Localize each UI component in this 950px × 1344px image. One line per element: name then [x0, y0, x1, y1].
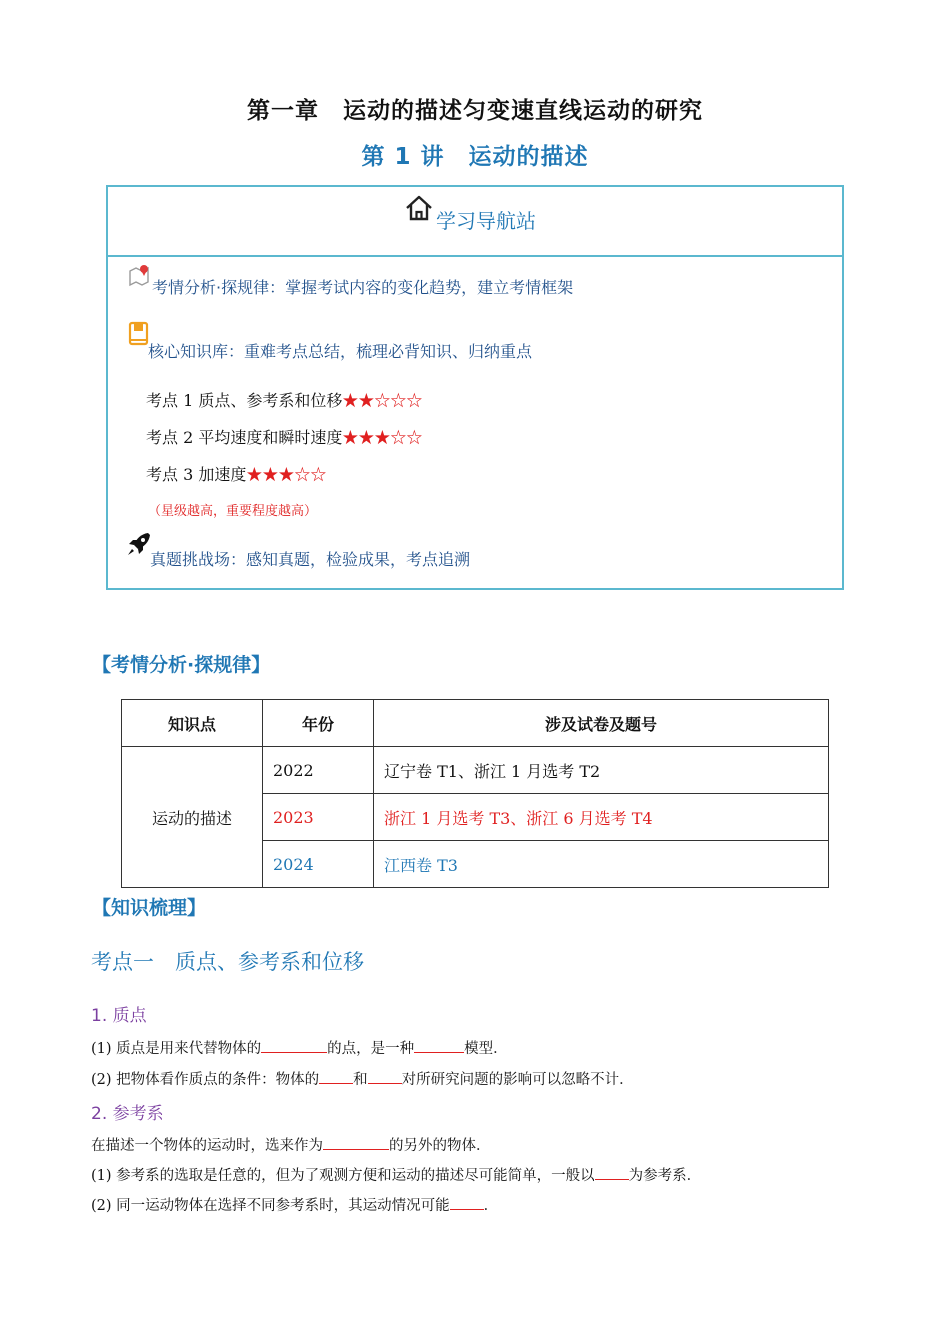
papers-cell: 江西卷 T3 [374, 841, 829, 888]
nav-title: 学习导航站 [436, 209, 536, 233]
study-navigation-box [106, 185, 844, 590]
nav-header [108, 187, 842, 257]
fill-blank [450, 1195, 484, 1210]
column-header: 涉及试卷及题号 [374, 700, 829, 747]
text-run: 模型． [464, 1041, 508, 1057]
nav-item-exam-analysis [152, 275, 573, 298]
knowledge-point-3 [146, 462, 326, 485]
knowledge-point-text: 考点 1 质点、参考系和位移 [146, 391, 343, 410]
fill-blank [323, 1135, 389, 1150]
fill-blank [414, 1038, 464, 1053]
nav-item-label: 核心知识库： [148, 342, 245, 361]
nav-item-label: 真题挑战场： [150, 550, 247, 569]
nav-item-desc: 掌握考试内容的变化趋势，建立考情框架 [285, 278, 574, 297]
fill-blank [319, 1069, 353, 1084]
knowledge-point-text: 考点 3 加速度 [146, 465, 247, 484]
year-cell: 2024 [263, 841, 374, 888]
chapter-title: 第一章 运动的描述匀变速直线运动的研究 [247, 98, 703, 124]
paragraph [91, 1068, 634, 1089]
subheading-particle: 1. 质点 [91, 1006, 147, 1026]
star-note: （星级越高，重要程度越高） [148, 504, 318, 519]
nav-item-core-knowledge [148, 339, 532, 362]
year-cell: 2022 [263, 747, 374, 794]
papers-cell: 辽宁卷 T1、浙江 1 月选考 T2 [374, 747, 829, 794]
knowledge-point-title: 考点一 质点、参考系和位移 [91, 950, 364, 974]
subheading-reference-frame: 2. 参考系 [91, 1104, 164, 1124]
text-run: ． [483, 1198, 499, 1214]
nav-item-desc: 重难考点总结，梳理必背知识、归纳重点 [244, 342, 533, 361]
column-header: 年份 [263, 700, 374, 747]
column-header: 知识点 [122, 700, 263, 747]
year-cell: 2023 [263, 794, 374, 841]
text-run: 在描述一个物体的运动时，选来作为 [91, 1138, 323, 1154]
paragraph [91, 1134, 491, 1155]
book-icon [128, 321, 150, 347]
paragraph [91, 1164, 701, 1185]
exam-table [121, 699, 829, 888]
text-run: (2) 同一运动物体在选择不同参考系时，其运动情况可能 [91, 1198, 450, 1214]
table-header-row [122, 700, 829, 747]
star-rating: ★★★☆☆ [246, 465, 327, 484]
text-run: (1) 质点是用来代替物体的 [91, 1041, 262, 1057]
knowledge-point-1 [146, 388, 422, 411]
fill-blank [368, 1069, 402, 1084]
papers-cell: 浙江 1 月选考 T3、浙江 6 月选考 T4 [374, 794, 829, 841]
nav-item-label: 考情分析·探规律： [152, 278, 286, 297]
text-run: (2) 把物体看作质点的条件：物体的 [91, 1072, 320, 1088]
nav-item-real-exams [150, 547, 470, 570]
knowledge-point-text: 考点 2 平均速度和瞬时速度 [146, 428, 343, 447]
table-row [122, 747, 829, 794]
knowledge-heading: 【知识梳理】 [92, 897, 207, 919]
text-run: (1) 参考系的选取是任意的，但为了观测方便和运动的描述尽可能简单，一般以 [91, 1168, 595, 1184]
home-icon [404, 193, 434, 223]
text-run: 对所研究问题的影响可以忽略不计． [401, 1072, 634, 1088]
text-run: 为参考系． [628, 1168, 702, 1184]
paragraph [91, 1037, 508, 1058]
text-run: 的点，是一种 [327, 1041, 415, 1057]
topic-cell: 运动的描述 [122, 747, 263, 888]
fill-blank [261, 1038, 327, 1053]
fill-blank [595, 1165, 629, 1180]
paragraph [91, 1194, 498, 1215]
text-run: 的另外的物体． [389, 1138, 491, 1154]
rocket-icon [126, 531, 152, 557]
text-run: 和 [353, 1072, 368, 1088]
nav-item-desc: 感知真题，检验成果，考点追溯 [246, 550, 471, 569]
star-rating: ★★★☆☆ [342, 428, 423, 447]
map-pin-icon [128, 263, 154, 287]
lecture-title: 第 1 讲 运动的描述 [361, 144, 589, 170]
exam-analysis-heading: 【考情分析·探规律】 [92, 654, 271, 676]
star-rating: ★★☆☆☆ [342, 391, 423, 410]
knowledge-point-2 [146, 425, 422, 448]
